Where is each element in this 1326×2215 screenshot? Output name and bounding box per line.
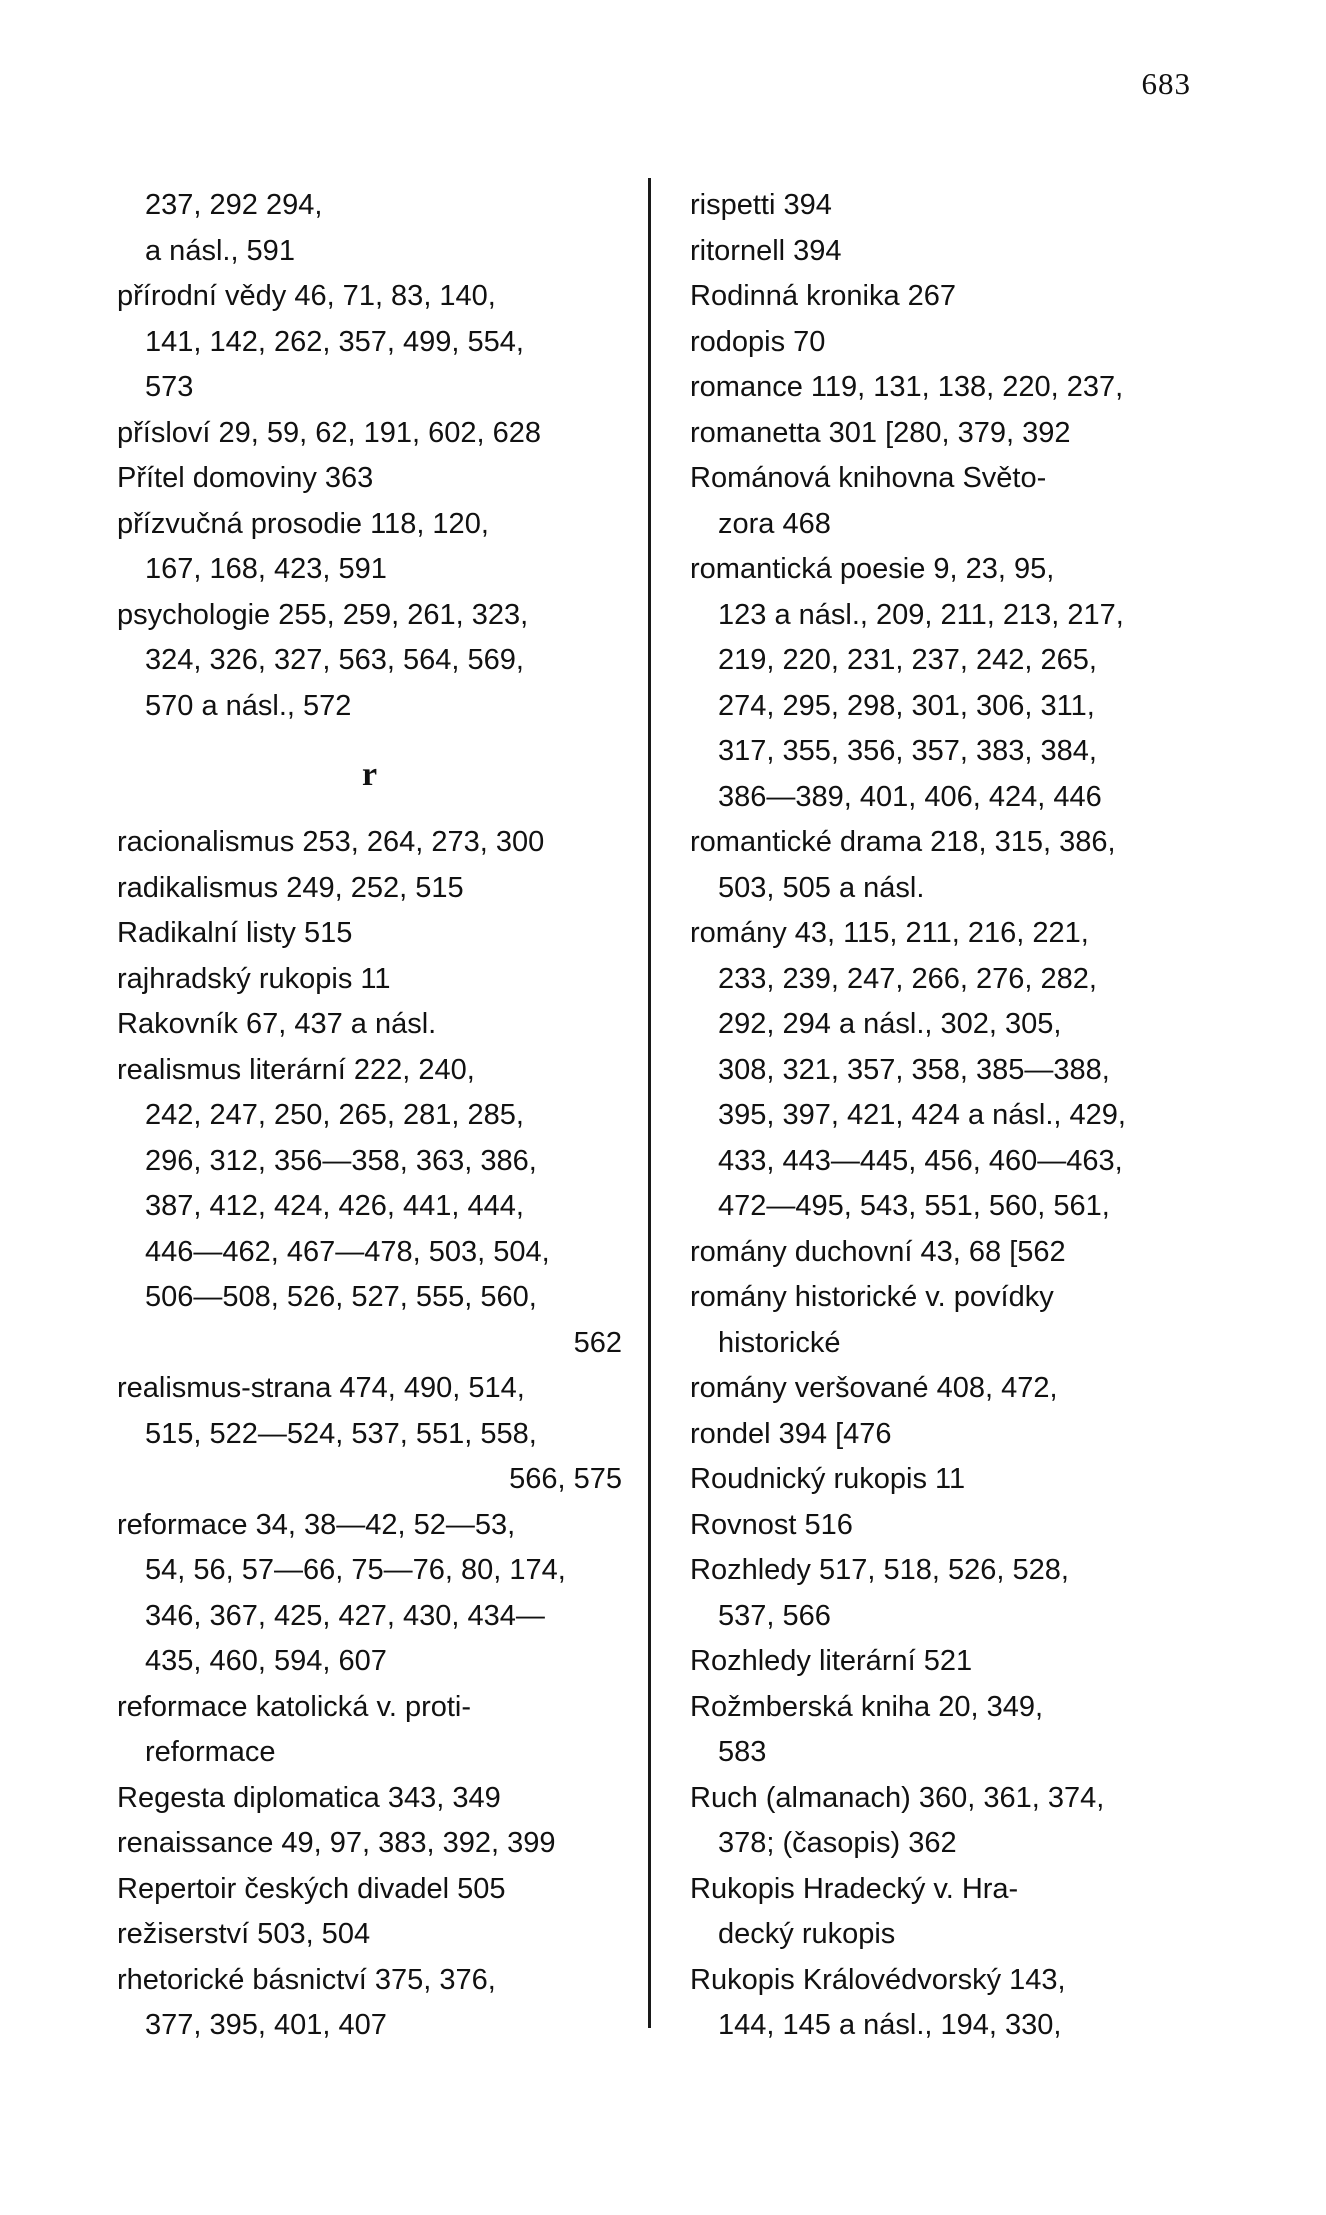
index-entry-line: renaissance 49, 97, 383, 392, 399 xyxy=(117,1827,556,1859)
index-entry-line: 219, 220, 231, 237, 242, 265, xyxy=(718,644,1097,676)
index-entry-line: psychologie 255, 259, 261, 323, xyxy=(117,598,529,631)
index-entry-line: 144, 145 a násl., 194, 330, xyxy=(718,2009,1062,2041)
left-index-column xyxy=(117,183,622,2049)
index-entry-line: 317, 355, 356, 357, 383, 384, xyxy=(718,735,1097,767)
index-entry-line: Regesta diplomatica 343, 349 xyxy=(117,1781,501,1814)
index-entry-line: přírodní vědy 46, 71, 83, 140, xyxy=(117,280,496,312)
index-entry-line: 503, 505 a násl. xyxy=(718,871,925,904)
index-entry-line: Rakovník 67, 437 a násl. xyxy=(117,1008,437,1040)
index-entry-line: 141, 142, 262, 357, 499, 554, xyxy=(145,325,524,358)
index-entry-line: reformace xyxy=(145,1736,276,1768)
index-entry-line: 515, 522—524, 537, 551, 558, xyxy=(145,1417,537,1450)
index-entry-line: 583 xyxy=(718,1736,767,1768)
index-entry-line: Rukopis Královédvorský 143, xyxy=(690,1963,1066,1996)
index-entry-line: 237, 292 294, xyxy=(145,189,323,221)
index-entry-line: 562 xyxy=(573,1326,622,1359)
index-entry-line: romány veršované 408, 472, xyxy=(690,1372,1058,1404)
index-entry-line: Rovnost 516 xyxy=(690,1508,853,1541)
index-entry-line: 308, 321, 357, 358, 385—388, xyxy=(718,1053,1110,1086)
index-entry-line: 123 a násl., 209, 211, 213, 217, xyxy=(718,598,1124,631)
index-entry-line: přízvučná prosodie 118, 120, xyxy=(117,507,489,540)
index-entry-line: 573 xyxy=(145,371,194,403)
index-entry-line: Ruch (almanach) 360, 361, 374, xyxy=(690,1781,1105,1814)
index-entry-line: zora 468 xyxy=(718,507,831,540)
index-entry-line: 292, 294 a násl., 302, 305, xyxy=(718,1008,1062,1040)
index-entry-line: Radikalní listy 515 xyxy=(117,917,353,949)
index-entry-line: 566, 575 xyxy=(509,1463,622,1495)
index-entry-line: 346, 367, 425, 427, 430, 434— xyxy=(145,1599,545,1632)
index-entry-line: 324, 326, 327, 563, 564, 569, xyxy=(145,644,524,676)
index-entry-line: Rodinná kronika 267 xyxy=(690,280,957,312)
index-entry-line: Roudnický rukopis 11 xyxy=(690,1463,966,1495)
index-entry-line: 537, 566 xyxy=(718,1599,831,1632)
index-entry-line: 296, 312, 356—358, 363, 386, xyxy=(145,1144,537,1177)
index-entry-line: a násl., 591 xyxy=(145,234,295,267)
index-entry-line: radikalismus 249, 252, 515 xyxy=(117,871,464,904)
right-index-column xyxy=(690,183,1195,2049)
index-entry-line: romantická poesie 9, 23, 95, xyxy=(690,553,1055,585)
index-entry-line: realismus literární 222, 240, xyxy=(117,1053,475,1086)
index-entry-line: 446—462, 467—478, 503, 504, xyxy=(145,1235,550,1268)
index-entry-line: 435, 460, 594, 607 xyxy=(145,1645,387,1677)
index-entry-line: 242, 247, 250, 265, 281, 285, xyxy=(145,1099,524,1131)
index-entry-line: Rozhledy 517, 518, 526, 528, xyxy=(690,1554,1069,1586)
index-entry-line: Přítel domoviny 363 xyxy=(117,462,374,494)
index-entry-line: režiserství 503, 504 xyxy=(117,1918,371,1950)
index-entry-line: 472—495, 543, 551, 560, 561, xyxy=(718,1190,1110,1222)
index-entry-line: historické xyxy=(718,1326,841,1359)
index-entry-line: 233, 239, 247, 266, 276, 282, xyxy=(718,962,1097,995)
index-entry-line: 377, 395, 401, 407 xyxy=(145,2009,387,2041)
index-entry-line: 570 a násl., 572 xyxy=(145,689,352,722)
index-entry-line: romantické drama 218, 315, 386, xyxy=(690,826,1116,858)
index-entry-line: 395, 397, 421, 424 a násl., 429, xyxy=(718,1099,1126,1131)
index-entry-line: Rukopis Hradecký v. Hra- xyxy=(690,1872,1019,1905)
index-entry-line: 167, 168, 423, 591 xyxy=(145,553,387,585)
index-entry-line: decký rukopis xyxy=(718,1918,896,1950)
index-entry-line: 506—508, 526, 527, 555, 560, xyxy=(145,1281,537,1313)
column-divider xyxy=(648,178,651,2028)
index-entry-line: romance 119, 131, 138, 220, 237, xyxy=(690,371,1124,403)
index-entry-line: 54, 56, 57—66, 75—76, 80, 174, xyxy=(145,1554,566,1586)
index-entry-line: Rožmberská kniha 20, 349, xyxy=(690,1690,1044,1723)
index-entry-line: romány duchovní 43, 68 [562 xyxy=(690,1235,1066,1268)
index-entry-line: romány historické v. povídky xyxy=(690,1281,1054,1313)
index-entry-line: Rozhledy literární 521 xyxy=(690,1645,973,1677)
index-entry-line: reformace katolická v. proti- xyxy=(117,1690,472,1723)
index-entry-line: reformace 34, 38—42, 52—53, xyxy=(117,1508,516,1541)
index-entry-line: 433, 443—445, 456, 460—463, xyxy=(718,1144,1123,1177)
index-entry-line: Románová knihovna Světo- xyxy=(690,462,1047,494)
index-entry-line: 387, 412, 424, 426, 441, 444, xyxy=(145,1190,524,1222)
index-entry-line: romány 43, 115, 211, 216, 221, xyxy=(690,917,1089,949)
index-entry-line: rhetorické básnictví 375, 376, xyxy=(117,1963,496,1996)
index-entry-line: 274, 295, 298, 301, 306, 311, xyxy=(718,689,1095,722)
index-entry-line: realismus-strana 474, 490, 514, xyxy=(117,1372,525,1404)
section-letter: r xyxy=(361,756,378,793)
index-entry-line: Repertoir českých divadel 505 xyxy=(117,1872,506,1905)
page-number: 683 xyxy=(1141,66,1191,101)
index-entry-line: romanetta 301 [280, 379, 392 xyxy=(690,416,1071,449)
index-entry-line: přísloví 29, 59, 62, 191, 602, 628 xyxy=(117,416,542,449)
index-entry-line: ritornell 394 xyxy=(690,234,842,267)
index-entry-line: racionalismus 253, 264, 273, 300 xyxy=(117,826,545,858)
index-entry-line: rajhradský rukopis 11 xyxy=(117,962,391,995)
index-entry-line: 378; (časopis) 362 xyxy=(718,1827,957,1859)
index-entry-line: rondel 394 [476 xyxy=(690,1417,892,1450)
index-entry-line: rodopis 70 xyxy=(690,325,826,358)
index-entry-line: rispetti 394 xyxy=(690,189,832,221)
index-entry-line: 386—389, 401, 406, 424, 446 xyxy=(718,780,1102,813)
